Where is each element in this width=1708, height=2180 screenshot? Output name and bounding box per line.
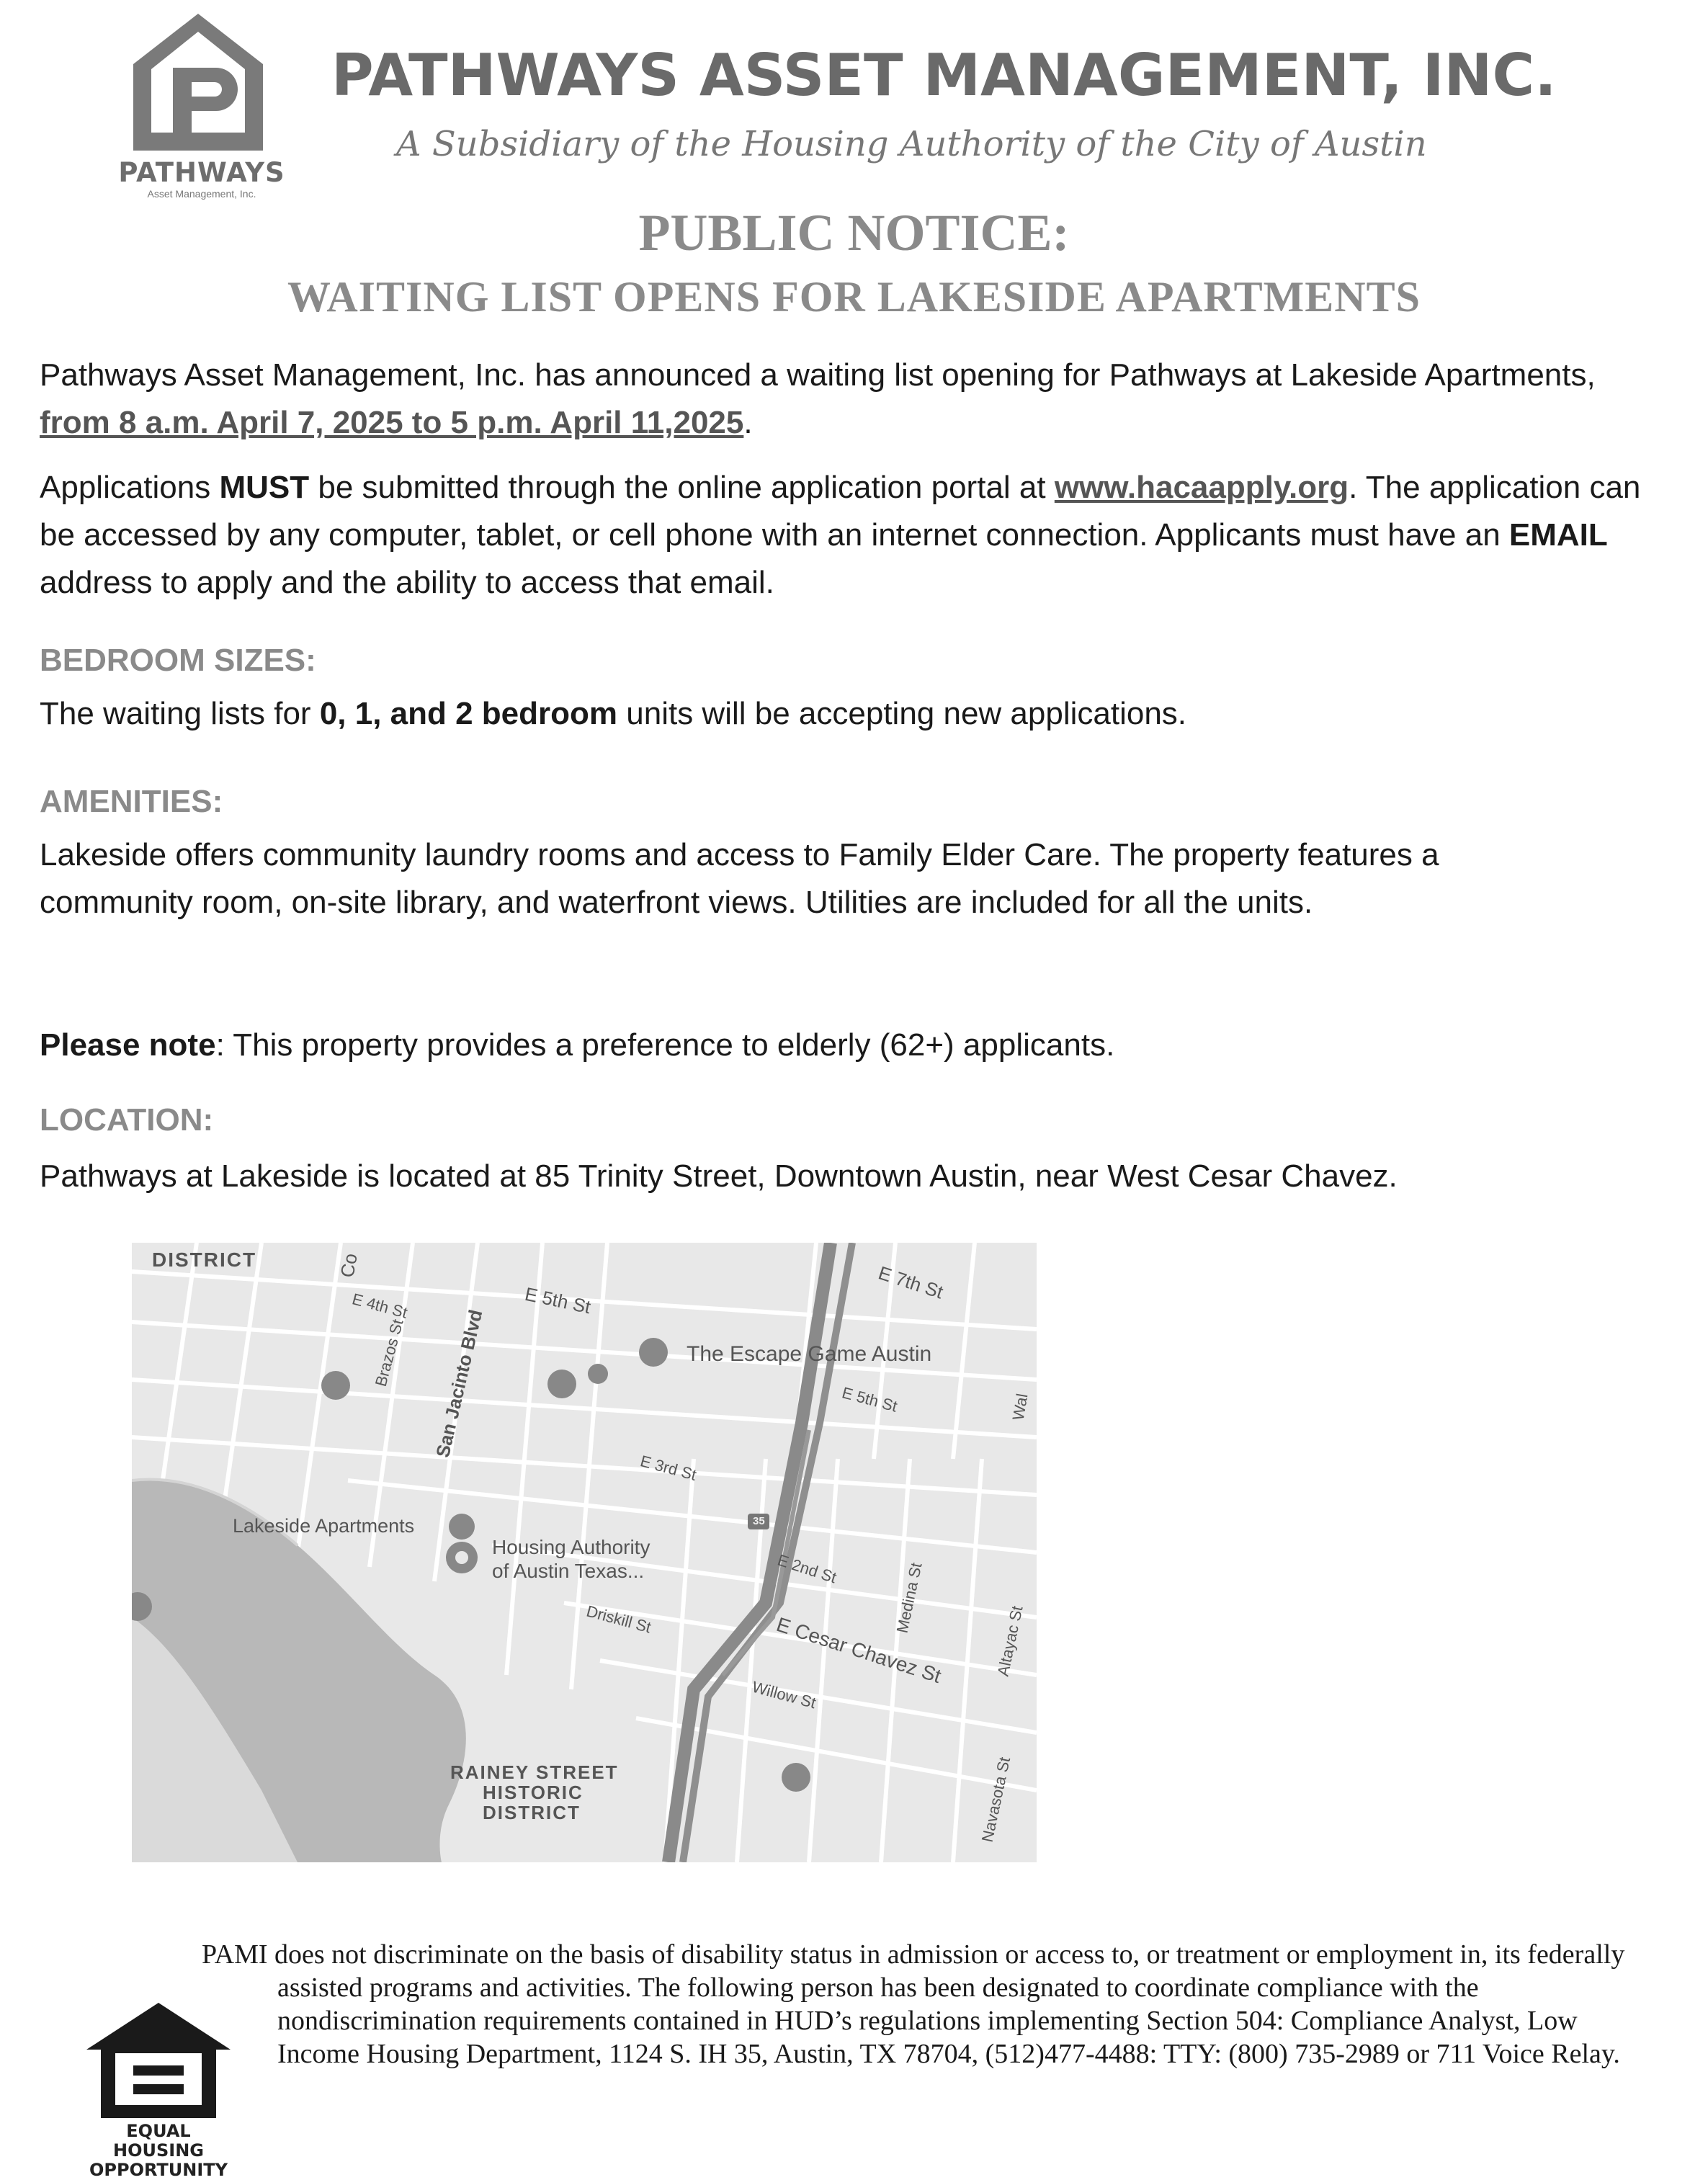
map-label-e4th: E 4th St <box>350 1290 410 1322</box>
map-label-navasota: Navasota St <box>978 1755 1014 1844</box>
intro-text: Pathways Asset Management, Inc. has announced a waiting list opening for Pathways at Lakeside Apartments, <box>40 357 1596 393</box>
intro-paragraph <box>40 352 1660 447</box>
map-label-e5th: E 5th St <box>522 1282 593 1318</box>
org-subtitle: A Subsidiary of the Housing Authority of the City of Austin <box>396 124 1427 164</box>
map-label-altayac: Altayac St <box>993 1604 1027 1678</box>
bedroom-text-1: The waiting lists for <box>40 696 320 731</box>
map-label-lakeside: Lakeside Apartments <box>233 1515 415 1537</box>
map-label-hw35: 35 <box>753 1515 765 1527</box>
note-text: : This property provides a preference to elderly (62+) applicants. <box>215 1027 1115 1063</box>
bedroom-sizes: 0, 1, and 2 bedroom <box>319 696 618 731</box>
bedroom-heading: BEDROOM SIZES: <box>40 643 316 678</box>
nondiscrimination-disclaimer: PAMI does not discriminate on the basis of disability status in admission or access to, or treatment or employment in, its federally assisted programs and activities. The following person has been designated to coordinate compliance with the nondiscrimination requirements contained in HUD’s regulations implementing Section 504: Compliance Analyst, Low Income Housing Department, 1124 S. IH 35, Austin, TX 78704, (512)477-4488: TTY: (800) 735-2989 or 711 Voice Relay. <box>202 1939 1625 2069</box>
applications-text-3: . The application can be accessed by any computer, tablet, or cell phone with an internet connection. Applicants must have an <box>40 470 1641 553</box>
eho-line-1: EQUAL HOUSING <box>113 2121 204 2161</box>
map-label-willow: Willow St <box>750 1677 818 1712</box>
pathways-house-icon <box>130 10 267 154</box>
logo-name: PATHWAYS <box>118 157 285 188</box>
applications-paragraph <box>40 464 1660 607</box>
map-label-co: Co <box>336 1251 362 1279</box>
logo-subtitle: Asset Management, Inc. <box>147 188 256 200</box>
amenities-heading: AMENITIES: <box>40 784 223 819</box>
org-name: PATHWAYS ASSET MANAGEMENT, INC. <box>331 42 1557 109</box>
intro-dates: from 8 a.m. April 7, 2025 to 5 p.m. April 11,2025 <box>40 405 744 440</box>
map-label-rainey-2: HISTORIC <box>483 1782 584 1803</box>
pathways-logo <box>108 10 303 205</box>
bedroom-paragraph <box>40 690 1660 738</box>
map-label-wal: Wal <box>1009 1392 1032 1422</box>
map-label-rainey-1: RAINEY STREET <box>450 1761 619 1783</box>
map-label-e3rd: E 3rd St <box>638 1452 699 1484</box>
map-label-escape-game: The Escape Game Austin <box>687 1342 932 1366</box>
map-label-medina: Medina St <box>893 1560 926 1635</box>
intro-end: . <box>743 405 753 440</box>
applications-text-2: be submitted through the online application portal at <box>309 470 1055 505</box>
map-label-e2nd: E 2nd St <box>775 1550 839 1587</box>
location-heading: LOCATION: <box>40 1102 214 1138</box>
amenities-paragraph: Lakeside offers community laundry rooms and access to Family Elder Care. The property features a community room, on-site library, and waterfront views. Utilities are included for all the units. <box>40 837 1439 920</box>
notice-subtitle: WAITING LIST OPENS FOR LAKESIDE APARTMENTS <box>287 273 1421 321</box>
note-label: Please note <box>40 1027 216 1063</box>
apply-link[interactable]: www.hacaapply.org <box>1054 470 1349 505</box>
map-label-housing-1: Housing Authority <box>492 1536 650 1558</box>
map-label-e5th-2: E 5th St <box>840 1383 900 1416</box>
eho-line-2: OPPORTUNITY <box>89 2160 228 2180</box>
map-label-rainey-3: DISTRICT <box>483 1802 581 1823</box>
applications-text-1: Applications <box>40 470 220 505</box>
map-label-san-jacinto: San Jacinto Blvd <box>432 1307 487 1460</box>
notice-title: PUBLIC NOTICE: <box>638 204 1070 262</box>
map-label-brazos: Brazos St <box>371 1317 407 1389</box>
map-label-e7th: E 7th St <box>875 1261 947 1303</box>
map-label-housing-2: of Austin Texas... <box>492 1560 645 1582</box>
map-label-cesar-chavez: E Cesar Chavez St <box>774 1612 944 1688</box>
location-paragraph: Pathways at Lakeside is located at 85 Trinity Street, Downtown Austin, near West Cesar Chavez. <box>40 1158 1398 1194</box>
note-paragraph <box>40 1022 1660 1069</box>
applications-text-4: address to apply and the ability to access that email. <box>40 565 774 600</box>
bedroom-text-2: units will be accepting new applications. <box>617 696 1187 731</box>
map-label-district: DISTRICT <box>152 1248 257 1271</box>
email-emphasis: EMAIL <box>1508 517 1608 553</box>
must-emphasis: MUST <box>219 470 310 505</box>
map-label-driskill: Driskill St <box>584 1602 653 1637</box>
location-map[interactable] <box>132 1243 1037 1862</box>
